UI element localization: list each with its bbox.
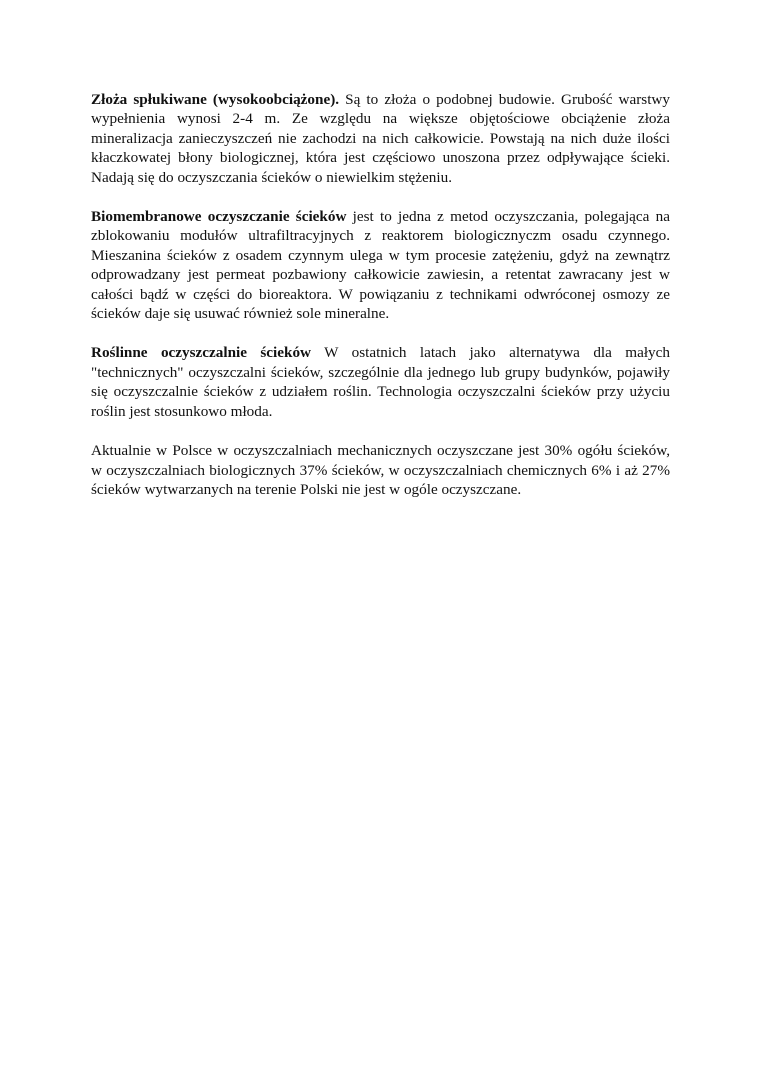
paragraph-text: Są to złoża o podobnej budowie. Grubość warstwy wypełnienia wynosi 2-4 m. Ze względu na większe objętościowe obciążenie złoża mineralizacja zanieczyszczeń nie zachodzi na nich całkowicie. Powstają na nich duże ilości kłaczkowatej błony biologicznej, która jest częściowo unoszona przez odpływające ścieki. Nadają się do oczyszczania ścieków o niewielkim stężeniu.: [91, 91, 670, 186]
paragraph-text: jest to jedna z metod oczyszczania, polegająca na zblokowaniu modułów ultrafiltracyjnych z reaktorem biologicznyczm osadu czynnego. Mieszanina ścieków z osadem czynnym ulega w tym procesie zatężeniu, gdyż na zewnątrz odprowadzany jest permeat pozbawiony całkowicie zawiesin, a retentat zawracany jest w całości bądź w części do bioreaktora. W powiązaniu z technikami odwróconej osmozy ze ścieków daje się usuwać również sole mineralne.: [91, 208, 670, 323]
paragraph-statistics: [91, 441, 670, 499]
paragraph-heading: Złoża spłukiwane (wysokoobciążone).: [91, 91, 340, 108]
paragraph-heading: Biomembranowe oczyszczanie ścieków: [91, 208, 347, 226]
paragraph-biomembranowe: [91, 207, 670, 323]
paragraph-heading: Roślinne oczyszczalnie ścieków: [91, 344, 312, 362]
paragraph-zloza-splukiwane: [91, 90, 670, 187]
paragraph-text: W ostatnich latach jako alternatywa dla małych "technicznych" oczyszczalni ścieków, szczególnie dla jednego lub grupy budynków, pojawiły się oczyszczalnie ścieków z udziałem roślin. Technologia oczyszczalni ścieków przy użyciu roślin jest stosunkowo młoda.: [91, 344, 670, 420]
paragraph-text: Aktualnie w Polsce w oczyszczalniach mechanicznych oczyszczane jest 30% ogółu ścieków, w oczyszczalniach biologicznych 37% ścieków, w oczyszczalniach chemicznych 6% i aż 27% ścieków wytwarzanych na terenie Polski nie jest w ogóle oczyszczane.: [91, 442, 670, 498]
document-body: [91, 90, 670, 519]
paragraph-roslinne: [91, 343, 670, 421]
